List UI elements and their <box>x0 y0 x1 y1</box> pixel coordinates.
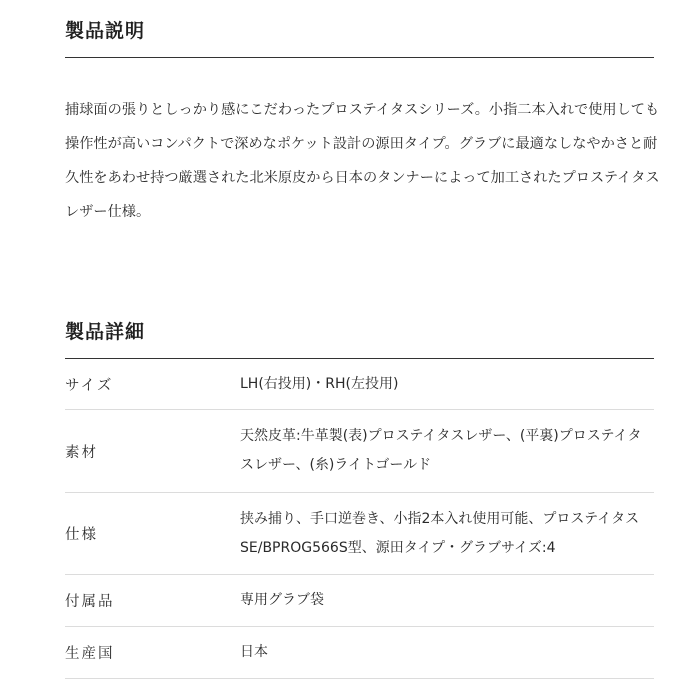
description-divider <box>65 57 654 58</box>
spec-label-material: 素材 <box>65 410 240 493</box>
spec-label-origin: 生産国 <box>65 627 240 679</box>
spec-label-accessory: 付属品 <box>65 575 240 627</box>
spec-row-origin <box>65 627 654 679</box>
spec-row-accessory <box>65 575 654 627</box>
spec-value-size: LH(右投用)・RH(左投用) <box>240 360 654 410</box>
spec-row-size <box>65 360 654 410</box>
spec-value-material: 天然皮革:牛革製(表)プロステイタスレザー、(平裏)プロステイタスレザー、(糸)ライトゴールド <box>240 410 654 493</box>
spec-value-specification: 挟み捕り、手口逆巻き、小指2本入れ使用可能、プロステイタスSE/BPROG566S型、源田タイプ・グラブサイズ:4 <box>240 493 654 575</box>
product-details-heading: 製品詳細 <box>65 321 146 343</box>
product-description-heading: 製品説明 <box>65 20 146 42</box>
details-divider <box>65 358 654 359</box>
spec-value-origin: 日本 <box>240 627 654 679</box>
spec-label-specification: 仕様 <box>65 493 240 575</box>
spec-row-material <box>65 410 654 493</box>
spec-label-size: サイズ <box>65 360 240 410</box>
product-spec-table <box>65 360 654 679</box>
spec-value-accessory: 専用グラブ袋 <box>240 575 654 627</box>
product-description-text: 捕球面の張りとしっかり感にこだわったプロステイタスシリーズ。小指二本入れで使用しても操作性が高いコンパクトで深めなポケット設計の源田タイプ。グラブに最適なしなやかさと耐久性をあわせ持つ厳選された北米原皮から日本のタンナーによって加工されたプロステイタスレザー仕様。 <box>65 102 660 220</box>
spec-row-specification <box>65 493 654 575</box>
